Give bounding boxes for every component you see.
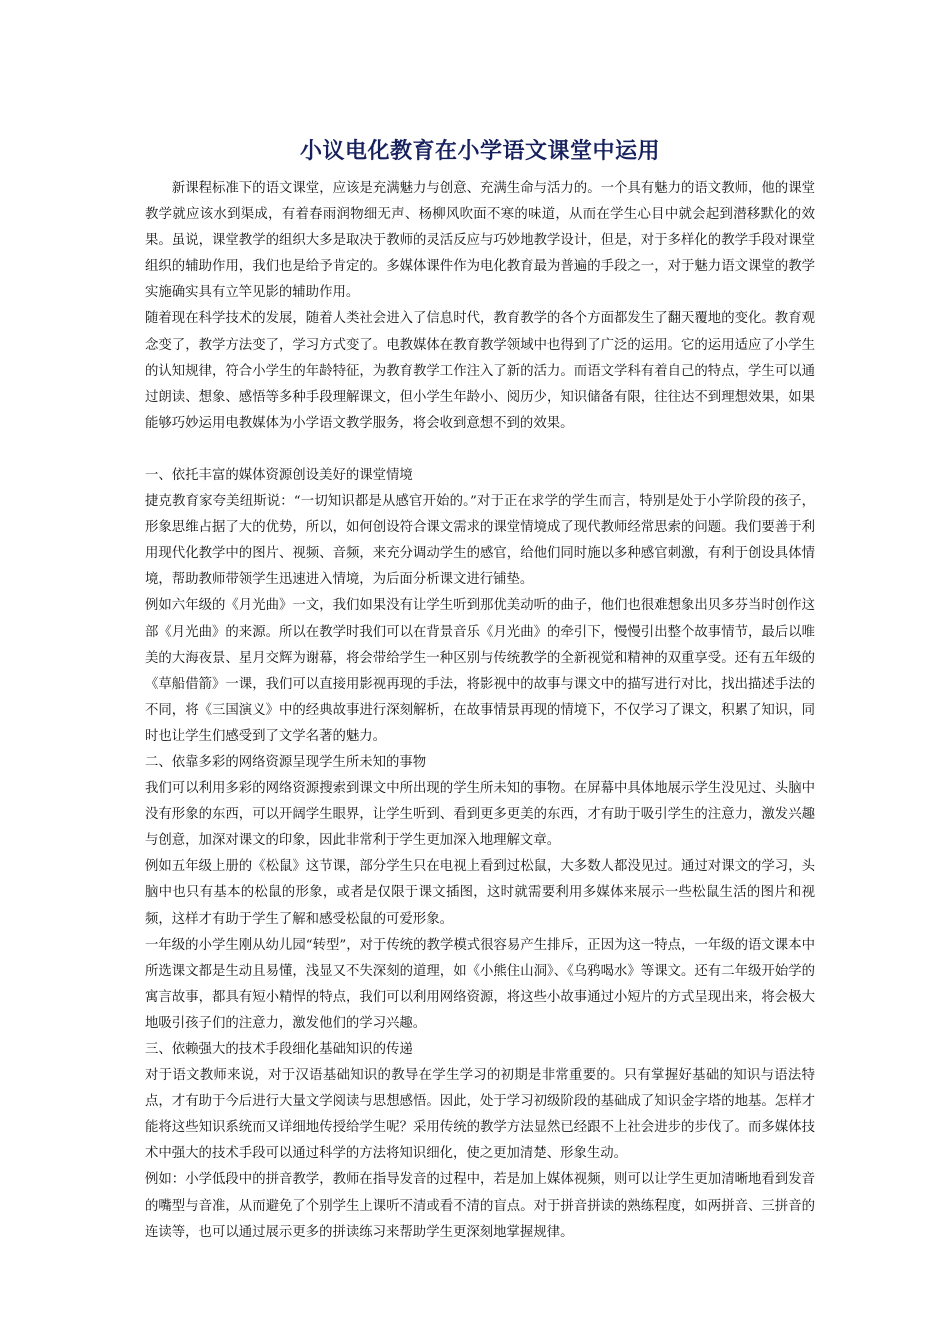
background-paragraph: 随着现在科学技术的发展，随着人类社会进入了信息时代，教育教学的各个方面都发生了翻天覆地的变化。教育观念变了，教学方法变了，学习方式变了。电教媒体在教育教学领域中也得到了广泛的运用。它的运用适应了小学生的认知规律，符合小学生的年龄特征，为教育教学工作注入了新的活力。而语文学科有着自己的特点，学生可以通过朗读、想象、感悟等多种手段理解课文，但小学生年龄小、阅历少，知识储备有限，往往达不到理想效果，如果能够巧妙运用电教媒体为小学语文教学服务，将会收到意想不到的效果。	[145, 311, 815, 431]
section-2-paragraph-3: 一年级的小学生刚从幼儿园“转型”，对于传统的教学模式很容易产生排斥，正因为这一特点，一年级的语文课本中所选课文都是生动且易懂，浅显又不失深刻的道理，如《小熊住山洞》、《乌鸦喝水》等课文。还有二年级开始学的寓言故事，都具有短小精悍的特点，我们可以利用网络资源，将这些小故事通过小短片的方式呈现出来，将会极大地吸引孩子们的注意力，激发他们的学习兴趣。	[145, 937, 815, 1031]
document-page	[145, 130, 815, 1246]
section-3-paragraph-2: 例如：小学低段中的拼音教学，教师在指导发音的过程中，若是加上媒体视频，则可以让学生更加清晰地看到发音的嘴型与音准，从而避免了个别学生上课听不清或看不清的盲点。对于拼音拼读的熟练程度，如两拼音、三拼音的连读等，也可以通过展示更多的拼读练习来帮助学生更深刻地掌握规律。	[145, 1172, 815, 1240]
section-1-paragraph-2: 例如六年级的《月光曲》一文，我们如果没有让学生听到那优美动听的曲子，他们也很难想象出贝多芬当时创作这部《月光曲》的来源。所以在教学时我们可以在背景音乐《月光曲》的牵引下，慢慢引出整个故事情节，最后以唯美的大海夜景、星月交辉为谢幕，将会带给学生一种区别与传统教学的全新视觉和精神的双重享受。还有五年级的《草船借箭》一课，我们可以直接用影视再现的手法，将影视中的故事与课文中的描写进行对比，找出描述手法的不同，将《三国演义》中的经典故事进行深刻解析，在故事情景再现的情境下，不仅学习了课文，积累了知识，同时也让学生们感受到了文学名著的魅力。	[145, 598, 815, 744]
intro-paragraph: 新课程标准下的语文课堂，应该是充满魅力与创意、充满生命与活力的。一个具有魅力的语文教师，他的课堂教学就应该水到渠成，有着春雨润物细无声、杨柳风吹面不寒的味道，从而在学生心目中就会起到潜移默化的效果。虽说，课堂教学的组织大多是取决于教师的灵活反应与巧妙地教学设计，但是，对于多样化的教学手段对课堂组织的辅助作用，我们也是给予肯定的。多媒体课件作为电化教育最为普遍的手段之一，对于魅力语文课堂的教学实施确实具有立竿见影的辅助作用。	[145, 181, 815, 301]
section-2-paragraph-1: 我们可以利用多彩的网络资源搜索到课文中所出现的学生所未知的事物。在屏幕中具体地展示学生没见过、头脑中没有形象的东西，可以开阔学生眼界，让学生听到、看到更多更美的东西，才有助于吸引学生的注意力，激发兴趣与创意，加深对课文的印象，因此非常利于学生更加深入地理解文章。	[145, 781, 815, 849]
section-1-heading: 一、依托丰富的媒体资源创设美好的课堂情境	[145, 467, 413, 483]
section-3-heading: 三、依赖强大的技术手段细化基础知识的传递	[145, 1042, 413, 1057]
section-2-paragraph-2: 例如五年级上册的《松鼠》这节课，部分学生只在电视上看到过松鼠，大多数人都没见过。通过对课文的学习，头脑中也只有基本的松鼠的形象，或者是仅限于课文插图，这时就需要利用多媒体来展示一些松鼠生活的图片和视频，这样才有助于学生了解和感受松鼠的可爱形象。	[145, 859, 815, 927]
document-title: 小议电化教育在小学语文课堂中运用	[299, 139, 660, 164]
paragraph-gap	[145, 437, 815, 463]
section-3-paragraph-1: 对于语文教师来说，对于汉语基础知识的教导在学生学习的初期是非常重要的。只有掌握好基础的知识与语法特点，才有助于今后进行大量文学阅读与思想感悟。因此，处于学习初级阶段的基础成了知识金字塔的地基。怎样才能将这些知识系统而又详细地传授给学生呢？采用传统的教学方法显然已经跟不上社会进步的步伐了。而多媒体技术中强大的技术手段可以通过科学的方法将知识细化，使之更加清楚、形象生动。	[145, 1068, 815, 1162]
section-2-heading: 二、依靠多彩的网络资源呈现学生所未知的事物	[145, 754, 427, 770]
section-1-paragraph-1: 捷克教育家夸美纽斯说：“一切知识都是从感官开始的。”对于正在求学的学生而言，特别是处于小学阶段的孩子，形象思维占据了大的优势，所以，如何创设符合课文需求的课堂情境成了现代教师经常思索的问题。我们要善于利用现代化教学中的图片、视频、音频，来充分调动学生的感官，给他们同时施以多种感官刺激，有利于创设具体情境，帮助教师带领学生迅速进入情境，为后面分析课文进行铺垫。	[145, 494, 815, 588]
